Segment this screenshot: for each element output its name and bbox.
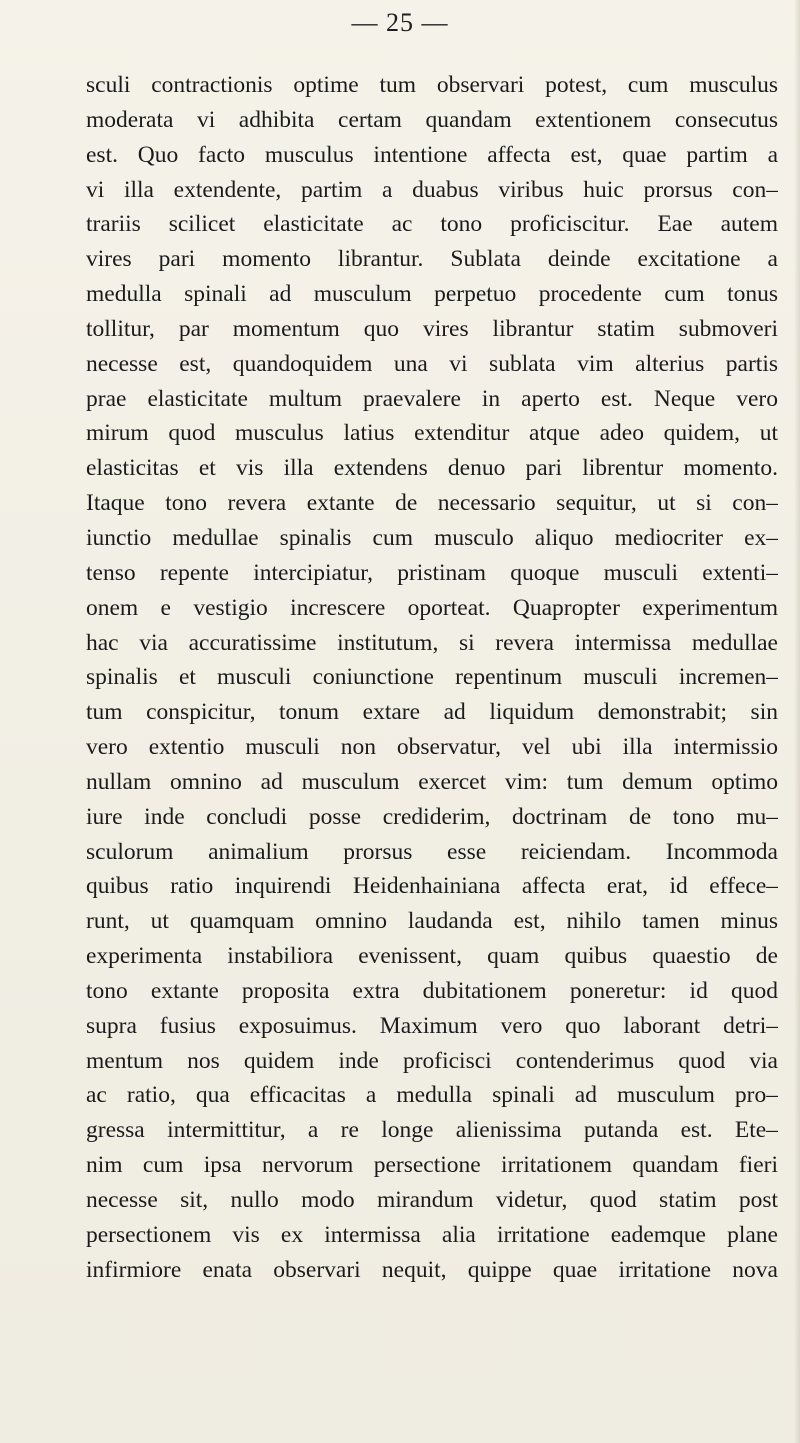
text-line: hac via accuratissime institutum, si revera intermissa medullae xyxy=(86,629,778,656)
text-line: experimenta instabiliora evenissent, quam quibus quaestio de xyxy=(86,943,778,970)
text-line: medulla spinali ad musculum perpetuo procedente cum tonus xyxy=(86,281,778,308)
page-edge-shadow xyxy=(794,0,800,1443)
text-line: vires pari momento librantur. Sublata deinde excitatione a xyxy=(86,246,778,273)
text-line: nullam omnino ad musculum exercet vim: tum demum optimo xyxy=(86,768,778,795)
text-line: sculorum animalium prorsus esse reiciendam. Incommoda xyxy=(86,838,778,865)
text-line: onem e vestigio increscere oporteat. Quapropter experimentum xyxy=(86,594,778,621)
text-line: ac ratio, qua efficacitas a medulla spinali ad musculum pro– xyxy=(86,1082,778,1109)
text-line: tenso repente intercipiatur, pristinam quoque musculi extenti– xyxy=(86,559,778,586)
text-line: spinalis et musculi coniunctione repentinum musculi incremen– xyxy=(86,664,778,691)
text-line: mentum nos quidem inde proficisci contenderimus quod via xyxy=(86,1047,778,1074)
text-line: est. Quo facto musculus intentione affecta est, quae partim a xyxy=(86,141,778,168)
text-line: vero extentio musculi non observatur, vel ubi illa intermissio xyxy=(86,734,778,761)
text-line: trariis scilicet elasticitate ac tono proficiscitur. Eae autem xyxy=(86,211,778,238)
text-line: mirum quod musculus latius extenditur atque adeo quidem, ut xyxy=(86,420,778,447)
text-line: iunctio medullae spinalis cum musculo aliquo mediocriter ex– xyxy=(86,524,778,551)
text-line: tollitur, par momentum quo vires librantur statim submoveri xyxy=(86,315,778,342)
text-line: tum conspicitur, tonum extare ad liquidum demonstrabit; sin xyxy=(86,699,778,726)
text-line: iure inde concludi posse crediderim, doctrinam de tono mu– xyxy=(86,803,778,830)
text-line: tono extante proposita extra dubitationem poneretur: id quod xyxy=(86,977,778,1004)
text-line: sculi contractionis optime tum observari potest, cum musculus xyxy=(86,72,778,98)
text-line: Itaque tono revera extante de necessario sequitur, ut si con– xyxy=(86,490,778,517)
page-number: — 25 — xyxy=(351,8,449,37)
body-text xyxy=(86,68,778,1288)
text-line: elasticitas et vis illa extendens denuo pari librentur momento. xyxy=(86,455,778,482)
text-line: infirmiore enata observari nequit, quippe quae irritatione nova xyxy=(86,1256,778,1283)
text-line: quibus ratio inquirendi Heidenhainiana affecta erat, id effece– xyxy=(86,873,778,900)
text-line: necesse sit, nullo modo mirandum videtur, quod statim post xyxy=(86,1187,778,1213)
text-line: gressa intermittitur, a re longe alienissima putanda est. Ete– xyxy=(86,1117,778,1144)
text-line: moderata vi adhibita certam quandam extentionem consecutus xyxy=(86,106,778,133)
text-line: prae elasticitate multum praevalere in aperto est. Neque vero xyxy=(86,385,778,412)
text-line: necesse est, quandoquidem una vi sublata vim alterius partis xyxy=(86,350,778,377)
text-line: nim cum ipsa nervorum persectione irritationem quandam fieri xyxy=(86,1152,778,1179)
text-line: persectionem vis ex intermissa alia irritatione eademque plane xyxy=(86,1221,778,1248)
text-line: vi illa extendente, partim a duabus viribus huic prorsus con– xyxy=(86,176,778,203)
text-line: runt, ut quamquam omnino laudanda est, nihilo tamen minus xyxy=(86,908,778,935)
text-line: supra fusius exposuimus. Maximum vero quo laborant detri– xyxy=(86,1012,778,1039)
